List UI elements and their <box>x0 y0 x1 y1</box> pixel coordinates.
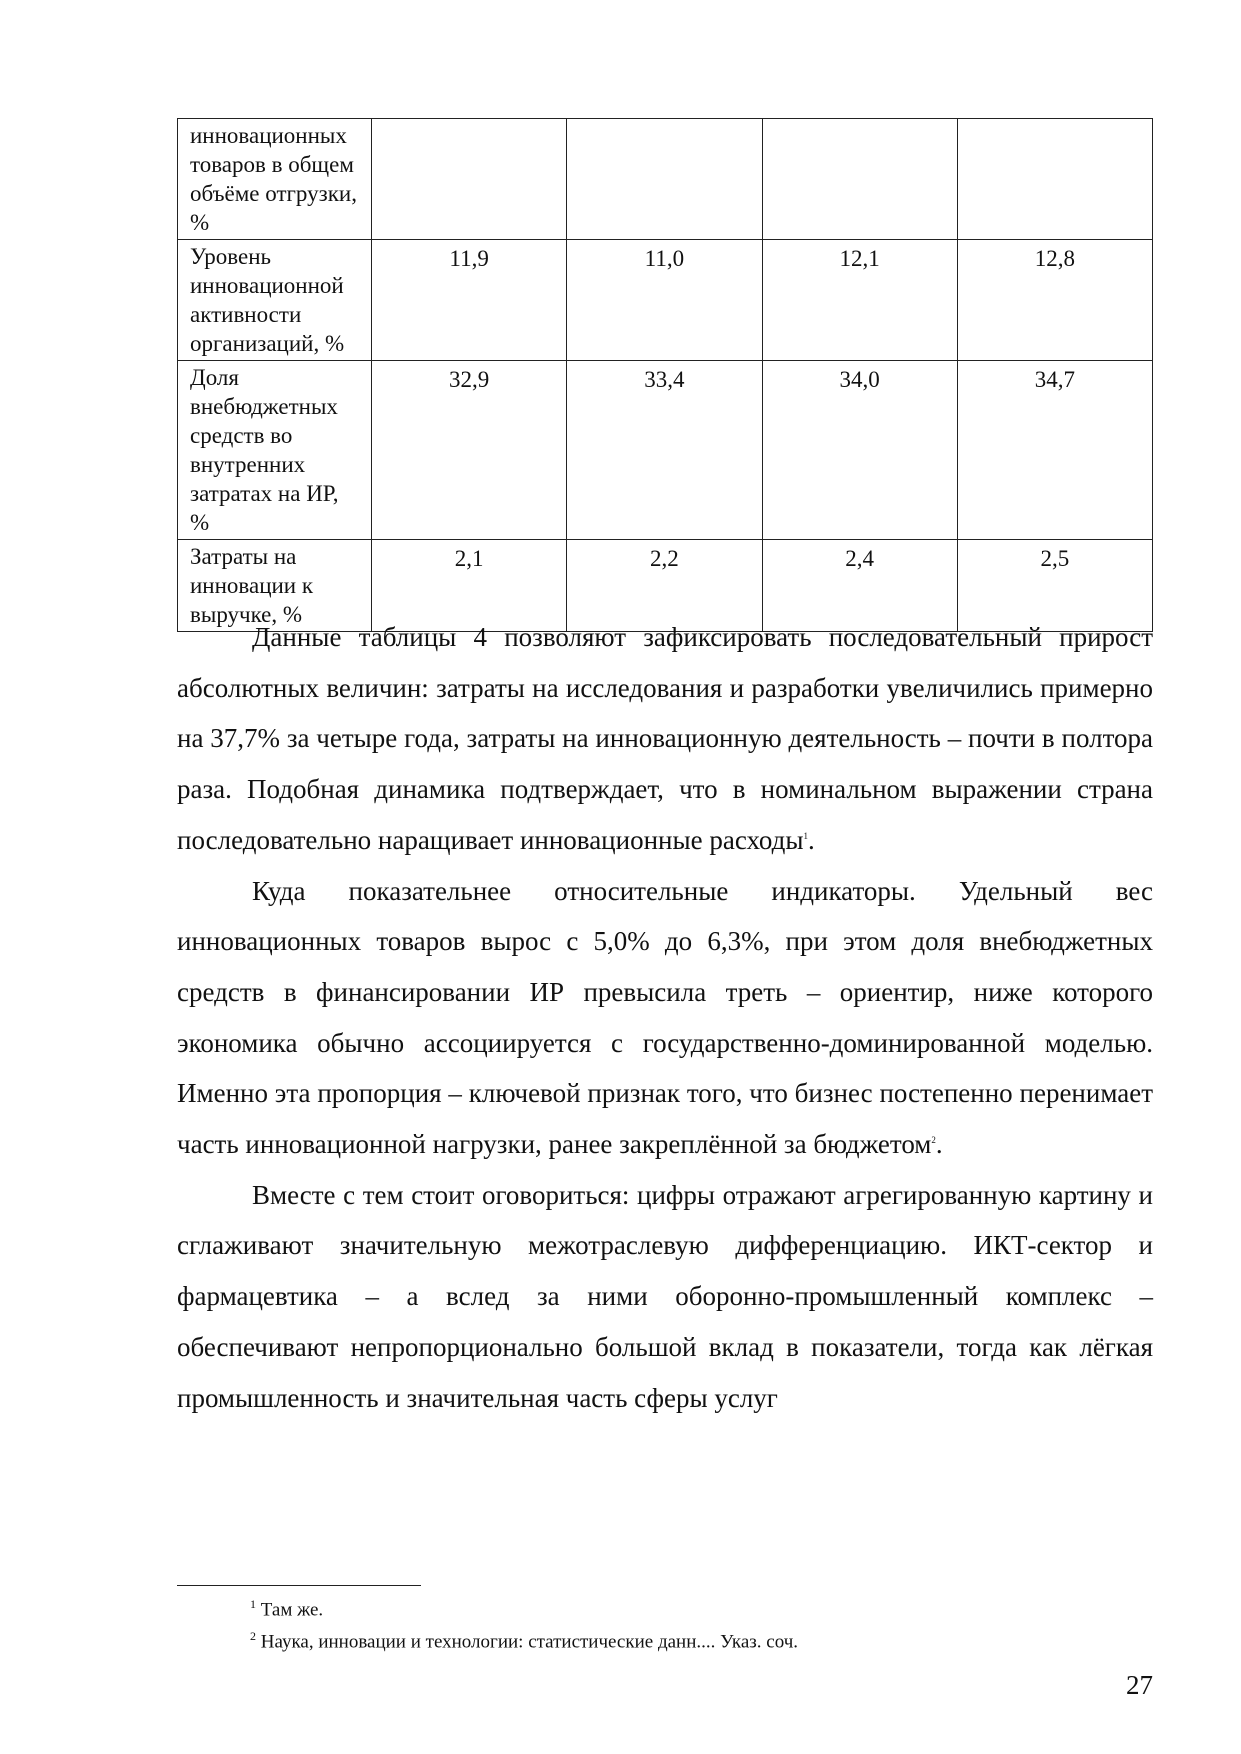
indicators-table <box>177 118 1153 632</box>
footnotes <box>250 1591 1150 1656</box>
row-label: Доля внебюджетных средств во внутренних затратах на ИР, % <box>178 361 372 540</box>
paragraph <box>177 612 1153 866</box>
footnote-reference[interactable]: 2 <box>931 1135 936 1146</box>
footnote-mark: 2 <box>250 1629 256 1644</box>
table-cell: 12,8 <box>957 240 1152 361</box>
table-row <box>178 240 1153 361</box>
footnote-text: Наука, инновации и технологии: статистические данн.... Указ. соч. <box>260 1631 799 1653</box>
table-cell: 11,9 <box>372 240 567 361</box>
table-cell: 34,0 <box>762 361 957 540</box>
table-cell <box>567 119 762 240</box>
table-cell <box>372 119 567 240</box>
footnote-separator <box>177 1585 421 1586</box>
paragraph <box>177 1170 1153 1424</box>
table-cell <box>957 119 1152 240</box>
table-cell: 2,2 <box>567 540 762 632</box>
table-cell: 2,1 <box>372 540 567 632</box>
table-cell: 34,7 <box>957 361 1152 540</box>
page-number: 27 <box>1126 1670 1153 1700</box>
footnote <box>250 1591 1150 1623</box>
footnote <box>250 1623 1150 1655</box>
table-cell: 2,4 <box>762 540 957 632</box>
paragraph-tail: . <box>935 1129 943 1160</box>
table-row <box>178 119 1153 240</box>
paragraph <box>177 866 1153 1170</box>
body-text <box>177 612 1153 1423</box>
table-cell: 2,5 <box>957 540 1152 632</box>
paragraph-text: Вместе с тем стоит оговориться: цифры отражают агрегированную картину и сглаживают значительную межотраслевую дифференциацию. ИКТ-сектор и фармацевтика – а вслед за ними оборонно-промышленный комплекс – обеспечивают непропорционально большой вклад в показатели, тогда как лёгкая промышленность и значительная часть сферы услуг <box>177 1179 1153 1413</box>
footnote-mark: 1 <box>250 1597 256 1611</box>
paragraph-tail: . <box>808 824 815 855</box>
table-cell: 11,0 <box>567 240 762 361</box>
row-label: Затраты на инновации к выручке, % <box>178 540 372 632</box>
table-cell: 32,9 <box>372 361 567 540</box>
table-cell: 33,4 <box>567 361 762 540</box>
row-label: инновационных товаров в общем объёме отгрузки, % <box>178 119 372 240</box>
table-cell <box>762 119 957 240</box>
paragraph-text: Данные таблицы 4 позволяют зафиксировать последовательный прирост абсолютных величин: затраты на исследования и разработки увеличились примерно на 37,7% за четыре года, затраты на инновационную деятельность – почти в полтора раза. Подобная динамика подтверждает, что в номинальном выражении страна последовательно наращивает инновационные расходы <box>177 622 1153 855</box>
table-cell: 12,1 <box>762 240 957 361</box>
footnote-reference[interactable]: 1 <box>803 830 809 841</box>
paragraph-text: Куда показательнее относительные индикаторы. Удельный вес инновационных товаров вырос с 5,0% до 6,3%, при этом доля внебюджетных средств в финансировании ИР превысила треть – ориентир, ниже которого экономика обычно ассоциируется с государственно-доминированной моделью. Именно эта пропорция – ключевой признак того, что бизнес постепенно перенимает часть инновационной нагрузки, ранее закреплённой за бюджетом <box>177 875 1153 1160</box>
row-label: Уровень инновационной активности организаций, % <box>178 240 372 361</box>
table-row <box>178 361 1153 540</box>
footnote-text: Там же. <box>260 1599 324 1621</box>
